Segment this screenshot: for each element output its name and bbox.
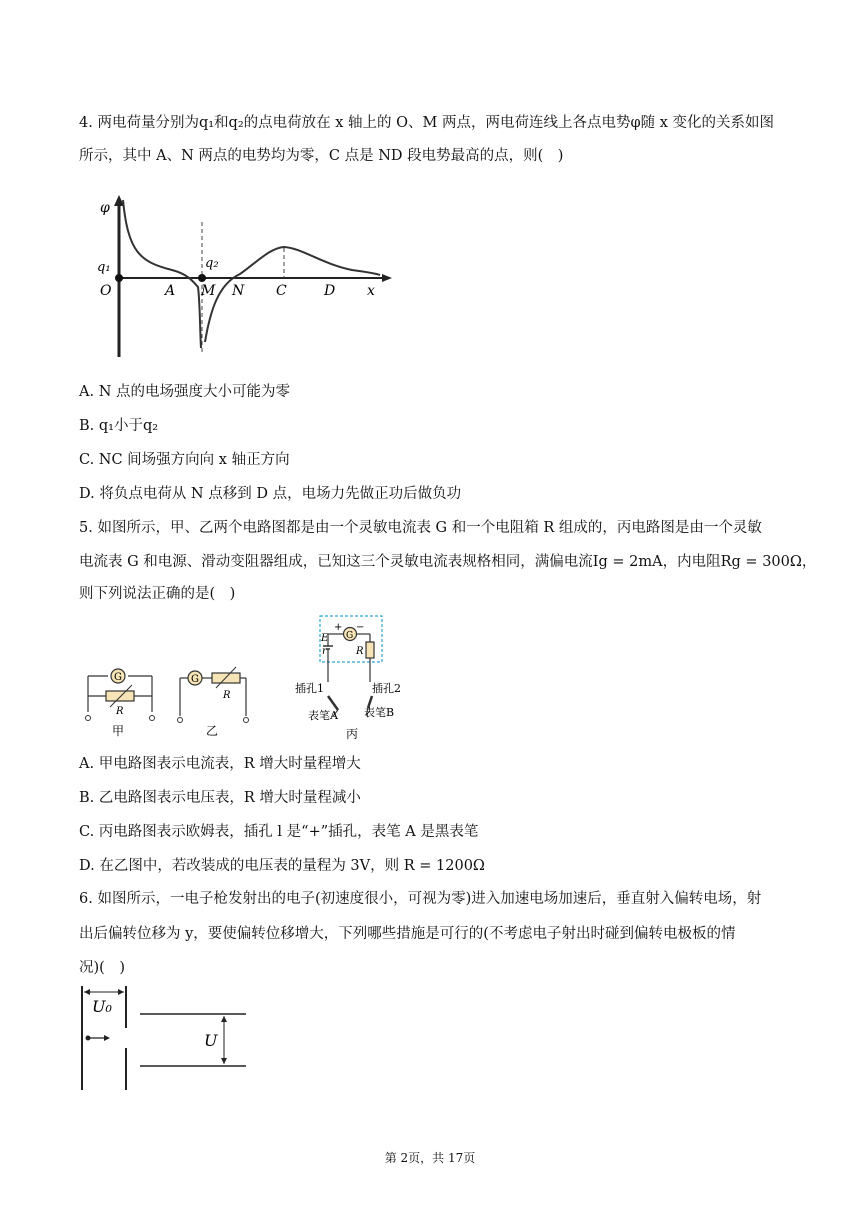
graph-label-q2: q₂ <box>205 256 219 271</box>
g-label-yi: G <box>191 674 199 685</box>
graph-label-O: O <box>100 283 112 299</box>
q5-circuit-figures <box>80 612 420 747</box>
label-bing: 丙 <box>346 727 359 741</box>
graph-label-A: A <box>165 283 176 299</box>
circuit-jia <box>86 669 155 738</box>
q4-option-c: C. NC 间场强方向向 x 轴正方向 <box>79 452 290 468</box>
q6-stem-line2: 出后偏转位移为 y，要使偏转位移增大，下列哪些措施是可行的(不考虑电子射出时碰到偏转电极板的情 <box>79 926 736 942</box>
q5-option-d: D. 在乙图中，若改装成的电压表的量程为 3V，则 R = 1200Ω <box>79 858 485 874</box>
r-label-yi: R <box>223 690 231 701</box>
q4-stem-line2: 所示，其中 A、N 两点的电势均为零，C 点是 ND 段电势最高的点，则( ) <box>79 148 564 164</box>
q5-option-b: B. 乙电路图表示电压表，R 增大时量程减小 <box>79 790 361 806</box>
q4-stem-line1: 4. 两电荷量分别为q₁和q₂的点电荷放在 x 轴上的 O、M 两点，两电荷连线上各点电势φ随 x 变化的关系如图 <box>79 115 775 131</box>
u0-label: U₀ <box>92 997 112 1016</box>
q4-potential-graph <box>92 192 397 362</box>
q4-option-a: A. N 点的电场强度大小可能为零 <box>79 384 290 400</box>
graph-label-x: x <box>367 283 375 299</box>
r-label-bing: R <box>356 646 364 657</box>
label-jia: 甲 <box>112 724 125 738</box>
plus-label: + <box>334 622 343 633</box>
e-label: E <box>321 633 329 644</box>
q4-option-b: B. q₁小于q₂ <box>79 418 159 434</box>
graph-label-q1: q₁ <box>97 260 111 275</box>
graph-label-D: D <box>324 283 336 299</box>
hole2-label: 插孔2 <box>372 682 401 695</box>
pen-b-label: 表笔B <box>364 706 395 719</box>
page-footer: 第 2页，共 17页 <box>384 1151 476 1165</box>
u-label: U <box>204 1031 218 1050</box>
q4-option-d: D. 将负点电荷从 N 点移到 D 点，电场力先做正功后做负功 <box>79 486 462 502</box>
circuit-yi <box>178 667 249 738</box>
q6-stem-line1: 6. 如图所示，一电子枪发射出的电子(初速度很小，可视为零)进入加速电场加速后，垂直射入偏转电场，射 <box>79 891 762 907</box>
label-yi: 乙 <box>206 724 219 738</box>
pen-a-label: 表笔A <box>308 709 338 722</box>
graph-label-phi: φ <box>100 200 110 216</box>
r-small-label: r <box>322 646 327 657</box>
q5-option-c: C. 丙电路图表示欧姆表，插孔 l 是“+”插孔，表笔 A 是黑表笔 <box>79 824 479 840</box>
q6-electron-gun-figure <box>74 984 254 1096</box>
q5-option-a: A. 甲电路图表示电流表，R 增大时量程增大 <box>79 756 361 772</box>
g-label-bing: G <box>346 631 354 641</box>
graph-label-M: M <box>201 283 216 299</box>
graph-label-N: N <box>232 283 245 299</box>
q5-stem-line2: 电流表 G 和电源、滑动变阻器组成，已知这三个灵敏电流表规格相同，满偏电流Ig = 2mA，内电阻Rg = 300Ω， <box>79 554 817 570</box>
q6-stem-line3: 况)( ) <box>79 960 125 976</box>
q5-stem-line1: 5. 如图所示，甲、乙两个电路图都是由一个灵敏电流表 G 和一个电阻箱 R 组成的，丙电路图是由一个灵敏 <box>79 520 762 536</box>
circuit-bing <box>295 616 401 741</box>
graph-label-C: C <box>276 283 287 299</box>
g-label-jia: G <box>114 672 122 683</box>
hole1-label: 插孔1 <box>295 682 324 695</box>
minus-label: − <box>356 622 365 633</box>
q5-stem-line3: 则下列说法正确的是( ) <box>79 586 236 602</box>
r-label-jia: R <box>116 706 124 717</box>
